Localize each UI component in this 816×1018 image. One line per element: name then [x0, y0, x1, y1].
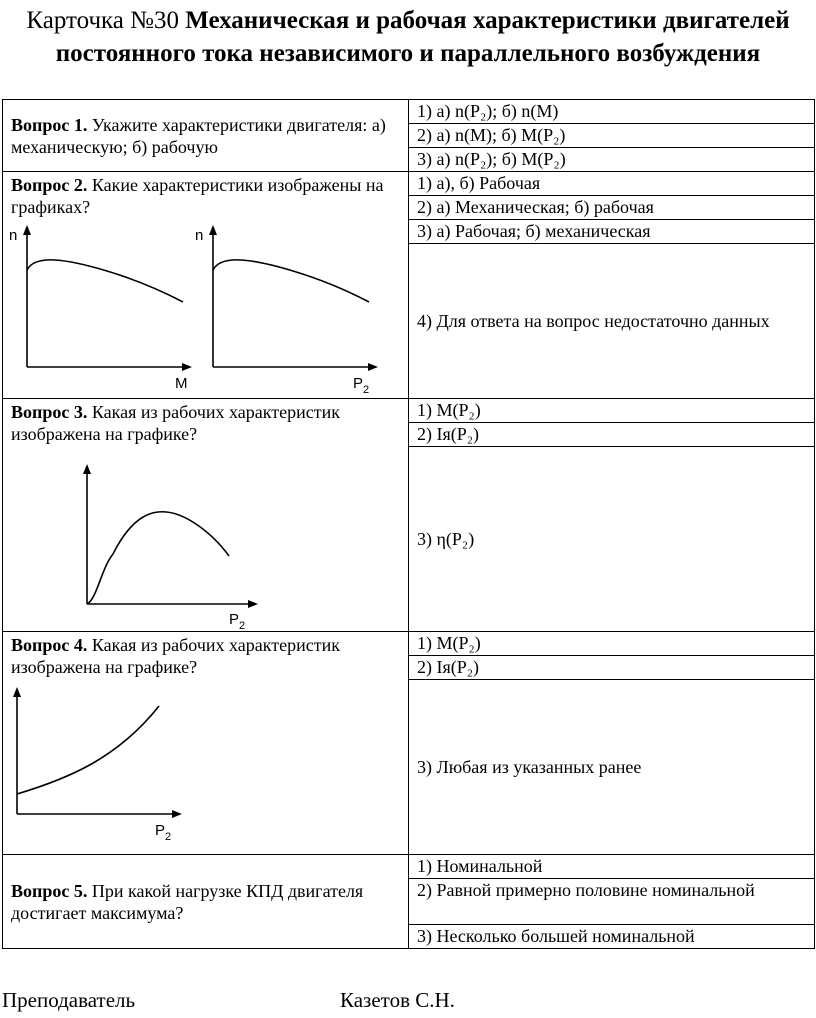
question-3-answer-2: 2) Iя(P₂): [409, 423, 815, 447]
question-2-right-y-label: n: [195, 227, 204, 244]
question-4-label: Вопрос 4.: [11, 635, 88, 655]
question-2-left-x-label: M: [175, 375, 188, 392]
question-table: [2, 99, 815, 949]
question-4-answer-1: 1) M(P₂): [409, 632, 815, 656]
question-1-label: Вопрос 1.: [11, 114, 88, 135]
question-2-right-x-label-sub: 2: [363, 384, 370, 396]
svg-text:P2: [229, 611, 245, 629]
question-4-x-label-sub: 2: [165, 831, 172, 843]
svg-text:P2: [155, 822, 171, 843]
question-5-answer-2: 2) Равной примерно половине номинальной: [409, 879, 815, 925]
card-title-topic: Механическая и рабочая характеристики двигателей постоянного тока независимого и параллельного возбуждения: [55, 7, 790, 67]
question-3-graph: [63, 459, 283, 629]
card-title: [0, 4, 816, 70]
question-2-cell: [3, 172, 409, 399]
question-1-answer-2: 2) а) n(M); б) M(P₂): [409, 124, 815, 148]
question-4-answer-2: 2) Iя(P₂): [409, 656, 815, 680]
question-3-answer-1: 1) M(P₂): [409, 399, 815, 423]
question-2-label: Вопрос 2.: [11, 175, 88, 195]
question-4-x-label: P: [155, 822, 166, 839]
question-5-label: Вопрос 5.: [11, 880, 88, 901]
question-3-cell: [3, 399, 409, 632]
question-3-text: Какая из рабочих характеристик изображена на графике?: [11, 402, 340, 444]
question-3-answer-3: 3) η(P₂): [409, 447, 815, 632]
question-2-graphs: [7, 222, 391, 402]
question-2-right-x-label: P: [353, 375, 364, 392]
question-2-answer-3: 3) а) Рабочая; б) механическая: [409, 220, 815, 244]
question-1-answer-3: 3) а) n(P₂); б) M(P₂): [409, 148, 815, 172]
teacher-label: Преподаватель: [2, 988, 136, 1012]
question-1-answer-1: 1) а) n(P₂); б) n(M): [409, 100, 815, 124]
card-title-prefix: Карточка №30: [26, 7, 186, 34]
question-3-x-label: P: [229, 611, 240, 628]
question-3-label: Вопрос 3.: [11, 402, 88, 422]
question-2-answer-4: 4) Для ответа на вопрос недостаточно данных: [409, 244, 815, 399]
question-2-answer-2: 2) а) Механическая; б) рабочая: [409, 196, 815, 220]
question-5-text: При какой нагрузке КПД двигателя достигает максимума?: [11, 880, 364, 923]
question-1-cell: [3, 100, 409, 172]
svg-text:P2: [353, 375, 369, 396]
teacher-name: Казетов С.Н.: [340, 988, 455, 1012]
question-4-graph: [7, 684, 207, 854]
question-3-x-label-sub: 2: [239, 620, 246, 629]
question-2-answer-1: 1) а), б) Рабочая: [409, 172, 815, 196]
question-2-text: Какие характеристики изображены на графиках?: [11, 175, 384, 217]
question-2-left-y-label: n: [9, 227, 18, 244]
question-5-answer-3: 3) Несколько большей номинальной: [409, 925, 815, 949]
question-5-cell: [3, 855, 409, 949]
question-4-cell: [3, 632, 409, 855]
question-1-text: Укажите характеристики двигателя: а) механическую; б) рабочую: [11, 114, 386, 157]
question-4-text: Какая из рабочих характеристик изображена на графике?: [11, 635, 340, 677]
question-4-answer-3: 3) Любая из указанных ранее: [409, 680, 815, 855]
question-5-answer-1: 1) Номинальной: [409, 855, 815, 879]
